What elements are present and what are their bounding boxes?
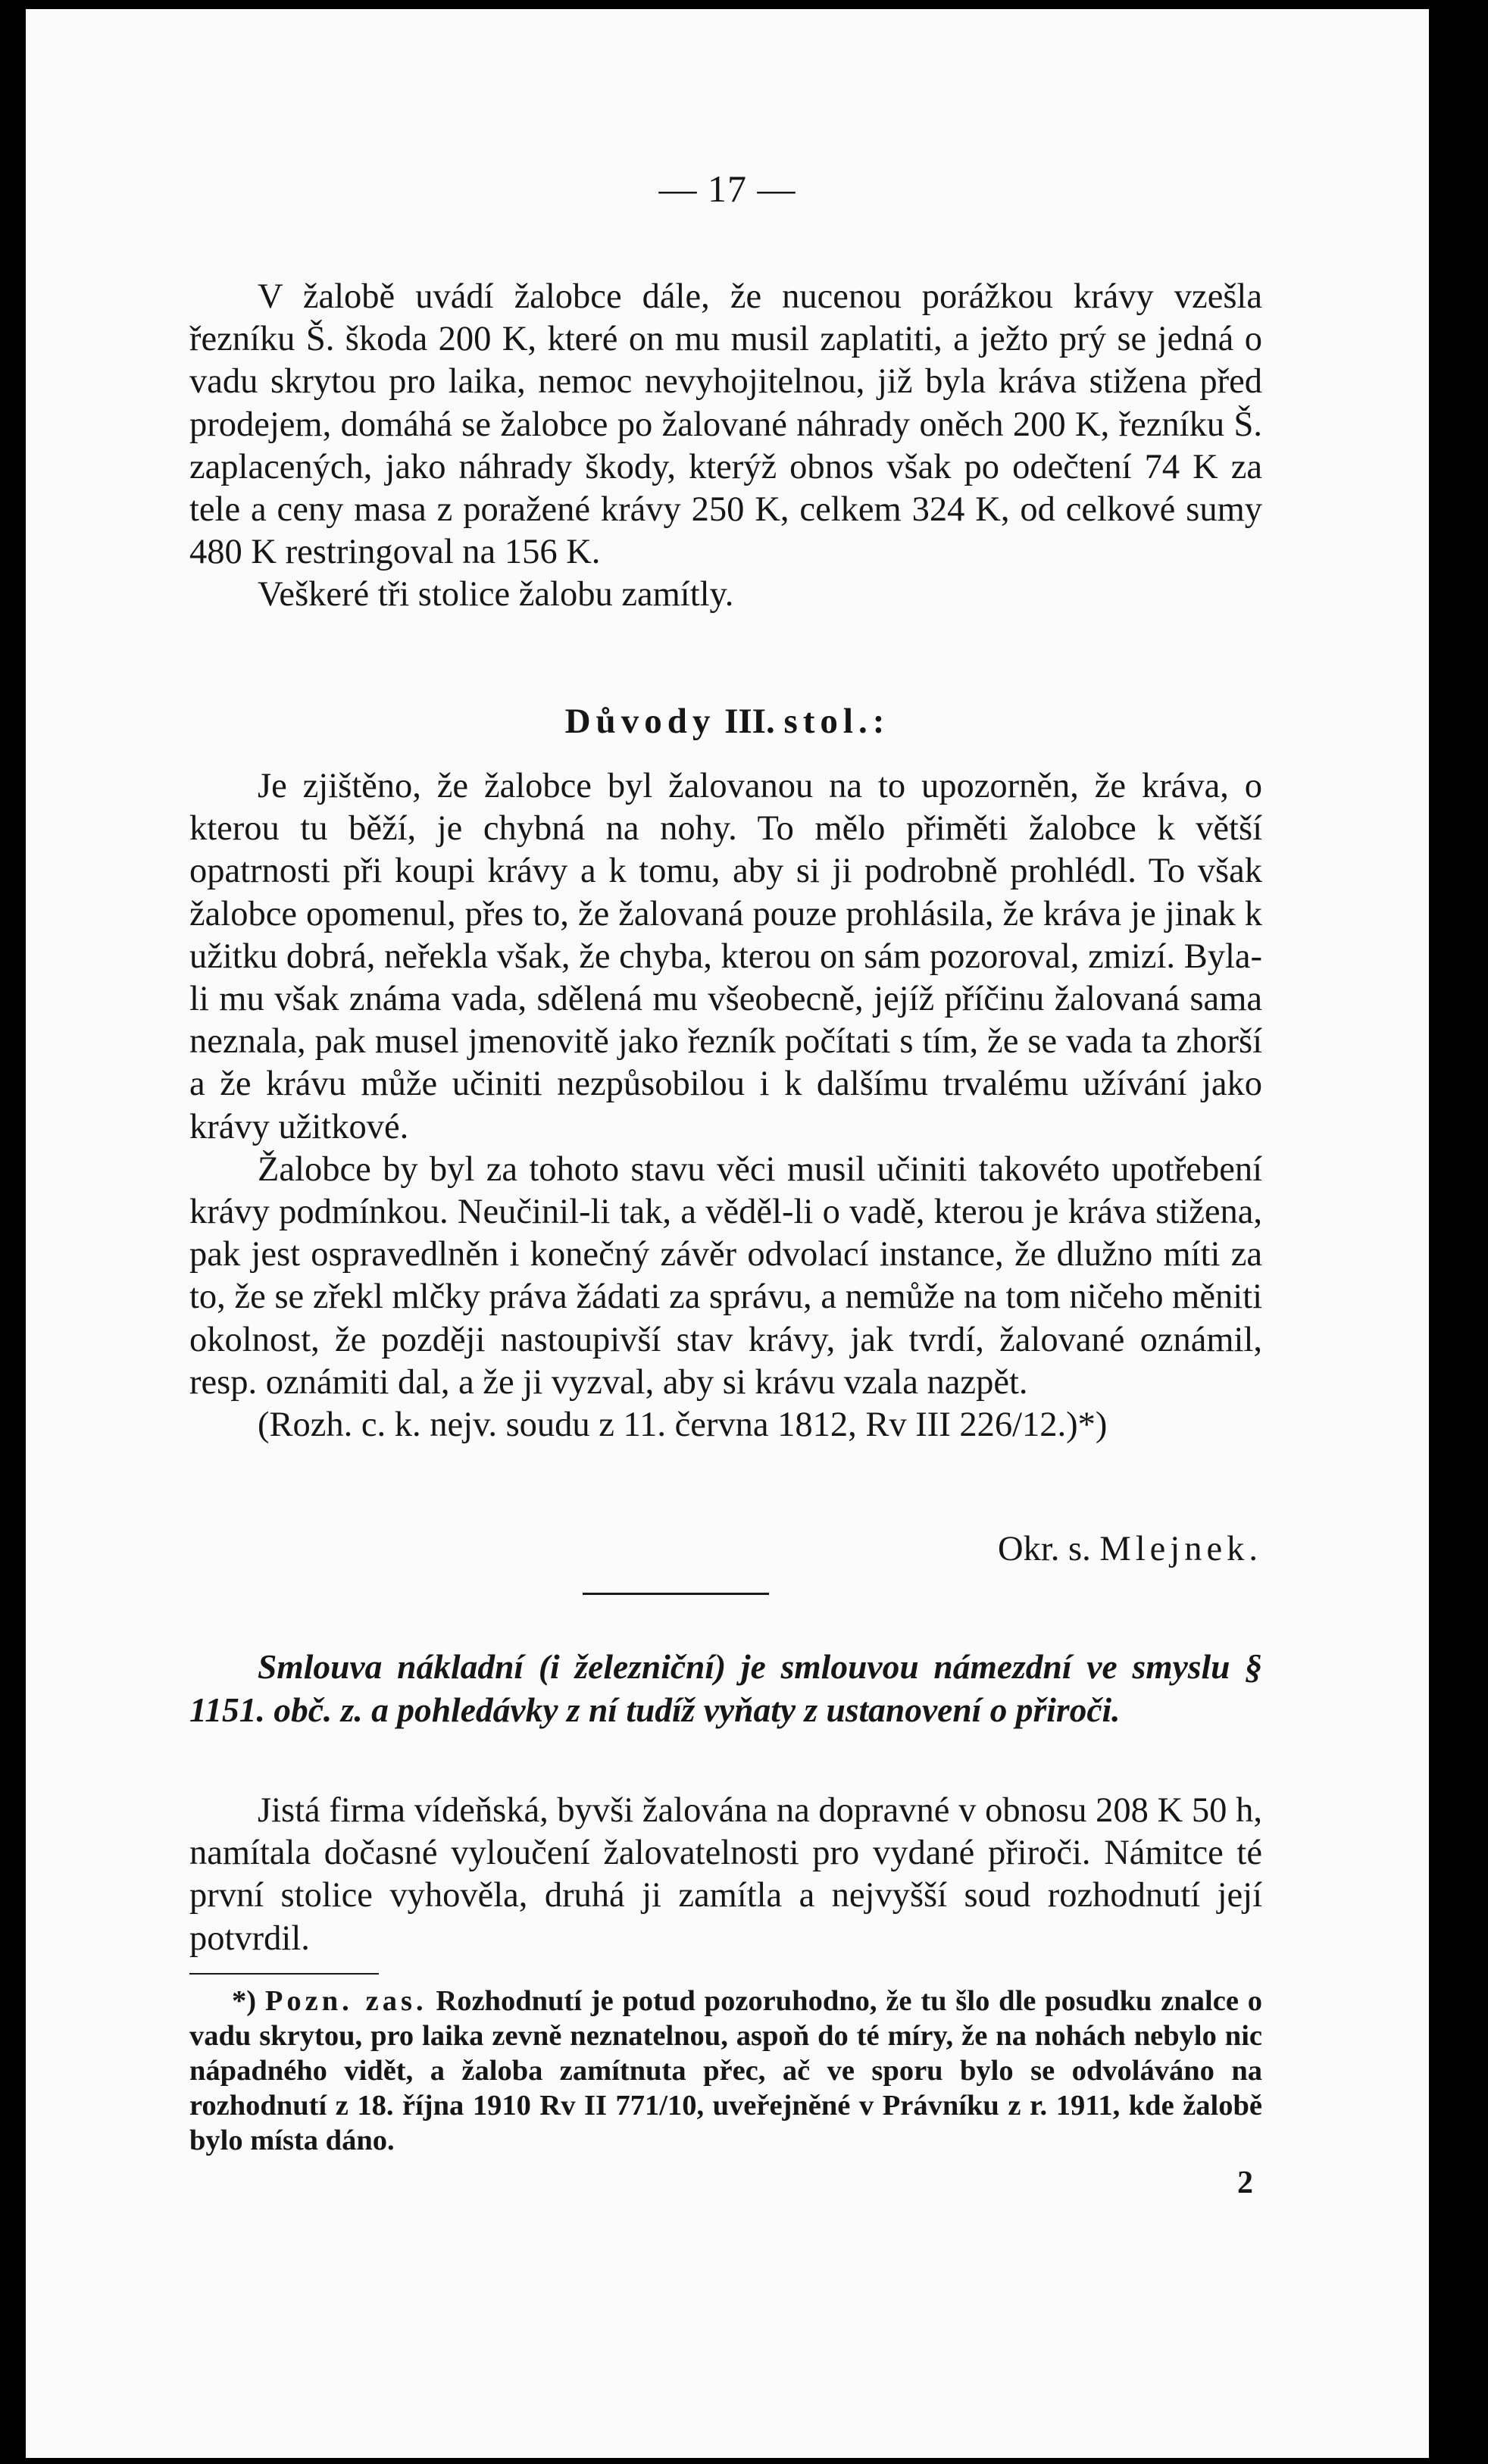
document-page [26,9,1429,2458]
footnote [189,1984,1262,2158]
paragraph-claim: V žalobě uvádí žalobce dále, že nucenou porážkou krávy vzešla řezníku Š. škoda 200 K, které on mu musil zaplatiti, a ježto prý se jedná o vadu skrytou pro laika, nemoc nevyhojitelnou, již byla kráva stižena před prodejem, domáhá se žalobce po žalované náhrady oněch 200 K, řezníku Š. zaplacených, jako náhrady škody, kterýž obnos však po odečtení 74 K za tele a ceny masa z poražené krávy 250 K, celkem 324 K, od celkové sumy 480 K restringoval na 156 K. [189,277,1262,572]
sheet-signature: 2 [1237,2165,1253,2200]
section-heading [26,700,1429,743]
heading-suffix: stol.: [783,702,890,741]
heading-word: Důvody [564,702,716,741]
paragraph-reason-1: Je zjištěno, že žalobce byl žalovanou na to upozorněn, že kráva, o kterou tu běží, je chybná na nohy. To mělo přiměti žalobce k větší opatrnosti při koupi krávy a k tomu, aby si ji podrobně prohlédl. To však žalobce opomenul, přes to, že žalovaná pouze prohlásila, že kráva je jinak k užitku dobrá, neřekla však, že chyba, kterou on sám pozoroval, zmizí. Byla-li mu však známa vada, sdělená mu všeobecně, jejíž příčinu žalovaná sama neznala, pak musel jmenovitě jako řezník počítati s tím, že se vada ta zhorší a že krávu může učiniti nezpůsobilou i k dalšímu trvalému užívání jako krávy užitkové. [189,767,1262,1146]
footnote-rule [189,1973,379,1975]
final-section [189,1790,1262,1960]
paragraph-reason-2: Žalobce by byl za tohoto stavu věci musil učiniti takovéto upotřebení krávy podmínkou. Neučinil-li tak, a věděl-li o vadě, kterou je kráva stižena, pak jest ospravedlněn i konečný závěr odvolací instance, že dlužno míti za to, že se zřekl mlčky práva žádati za správu, a nemůže na tom ničeho měniti okolnost, že později nastoupivší stav krávy, jak tvrdí, žalované oznámil, resp. oznámiti dal, a že ji vyzval, aby si krávu vzala nazpět. [189,1149,1262,1402]
footnote-marker: *) [232,1985,257,2017]
page-number: — 17 — [658,167,796,210]
reasons-section [189,765,1262,1446]
footnote-label: Pozn. zas. [264,1985,427,2017]
citation-line: (Rozh. c. k. nejv. soudu z 11. června 1812, Rv III 226/12.)*) [258,1406,1108,1445]
intro-section [189,276,1262,617]
case-headline: Smlouva nákladní (i železniční) je smlouvou námezdní ve smyslu § 1151. obč. z. a pohledávky z ní tudíž vyňaty z ustanovení o přiroči. [189,1647,1262,1729]
signature-name: Mlejnek. [1099,1530,1262,1568]
signature-prefix: Okr. s. [998,1530,1091,1568]
judge-signature [998,1528,1262,1571]
footnote-text: Rozhodnutí je potud pozoruhodno, že tu šlo dle posudku znalce o vadu skrytou, pro laika zevně neznatelnou, aspoň do té míry, že na nohách nebylo nic nápadného vidět, a žaloba zamítnuta přec, ač ve sporu bylo se odvoláváno na rozhodnutí z 18. října 1910 Rv II 771/10, uveřejněné v Právníku z r. 1911, kde žalobě bylo místa dáno. [189,1985,1262,2156]
paragraph-final: Jistá firma vídeňská, byvši žalována na dopravné v obnosu 208 K 50 h, namítala dočasné vyloučení žalovatelnosti pro vydané přiroči. Námitce té první stolice vyhověla, druhá ji zamítla a nejvyšší soud rozhodnutí její potvrdil. [189,1791,1262,1958]
heading-instance: III. [724,702,775,741]
section-separator [583,1593,769,1595]
paragraph-verdict: Veškeré tři stolice žalobu zamítly. [258,575,734,614]
